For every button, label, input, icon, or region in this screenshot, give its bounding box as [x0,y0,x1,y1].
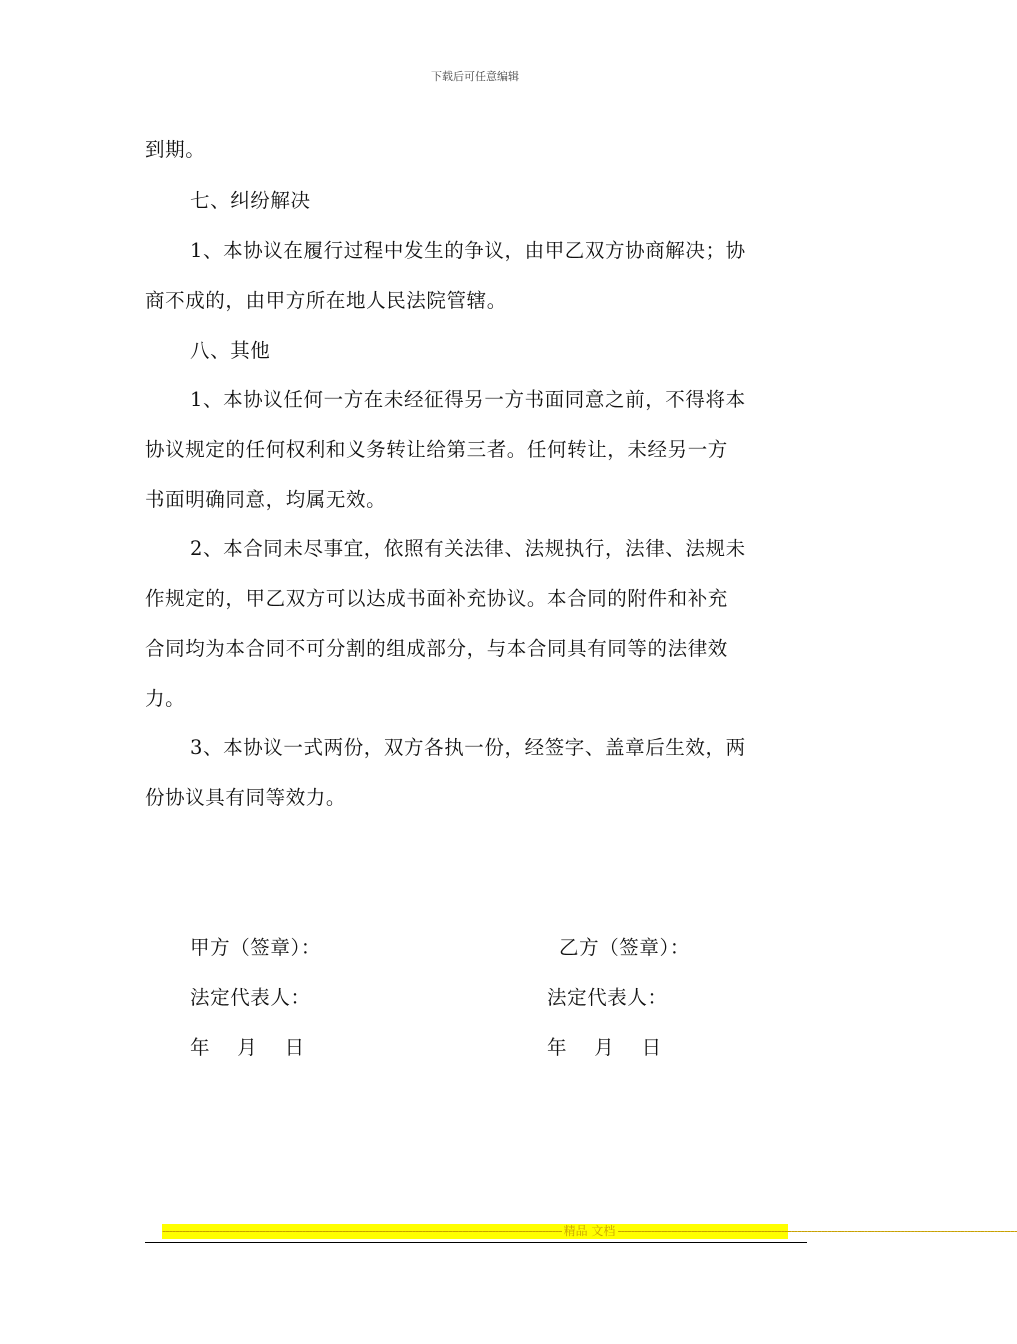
party-b-signature-label: 乙方（签章）： [559,936,690,959]
paragraph-line: 到期。 [145,138,206,161]
footer-dashes-left: ------------------------------------------------------------------------------------------------------------------------ [162,1224,562,1238]
paragraph-line: 商不成的，由甲方所在地人民法院管辖。 [145,289,507,312]
section-heading: 七、纠纷解决 [190,189,311,212]
footer-rule [145,1242,807,1243]
paragraph-line: 3、本协议一式两份，双方各执一份，经签字、盖章后生效，两 [190,736,746,759]
paragraph-line: 1、本协议在履行过程中发生的争议，由甲乙双方协商解决；协 [190,239,746,262]
party-a-representative-label: 法定代表人： [190,986,311,1009]
paragraph-line: 书面明确同意，均属无效。 [145,488,387,511]
header-note: 下载后可任意编辑 [431,70,519,83]
party-b-date-label: 年 月 日 [547,1036,662,1059]
party-a-date-label: 年 月 日 [190,1036,305,1059]
paragraph-line: 作规定的，甲乙双方可以达成书面补充协议。本合同的附件和补充 [145,587,728,610]
paragraph-line: 1、本协议任何一方在未经征得另一方书面同意之前，不得将本 [190,388,746,411]
footer-label: 精品 文档 [563,1224,616,1238]
party-a-signature-label: 甲方（签章）： [190,936,321,959]
paragraph-line: 协议规定的任何权利和义务转让给第三者。任何转让，未经另一方 [145,438,728,461]
section-heading: 八、其他 [190,339,271,362]
footer-banner [162,1224,1017,1239]
paragraph-line: 2、本合同未尽事宜，依照有关法律、法规执行，法律、法规未 [190,537,746,560]
paragraph-line: 力。 [145,687,186,710]
paragraph-line: 合同均为本合同不可分割的组成部分，与本合同具有同等的法律效 [145,637,728,660]
party-b-representative-label: 法定代表人： [547,986,668,1009]
paragraph-line: 份协议具有同等效力。 [145,786,347,809]
footer-dashes-right: ------------------------------------------------------------------------------------------------------------------------ [617,1224,1017,1238]
